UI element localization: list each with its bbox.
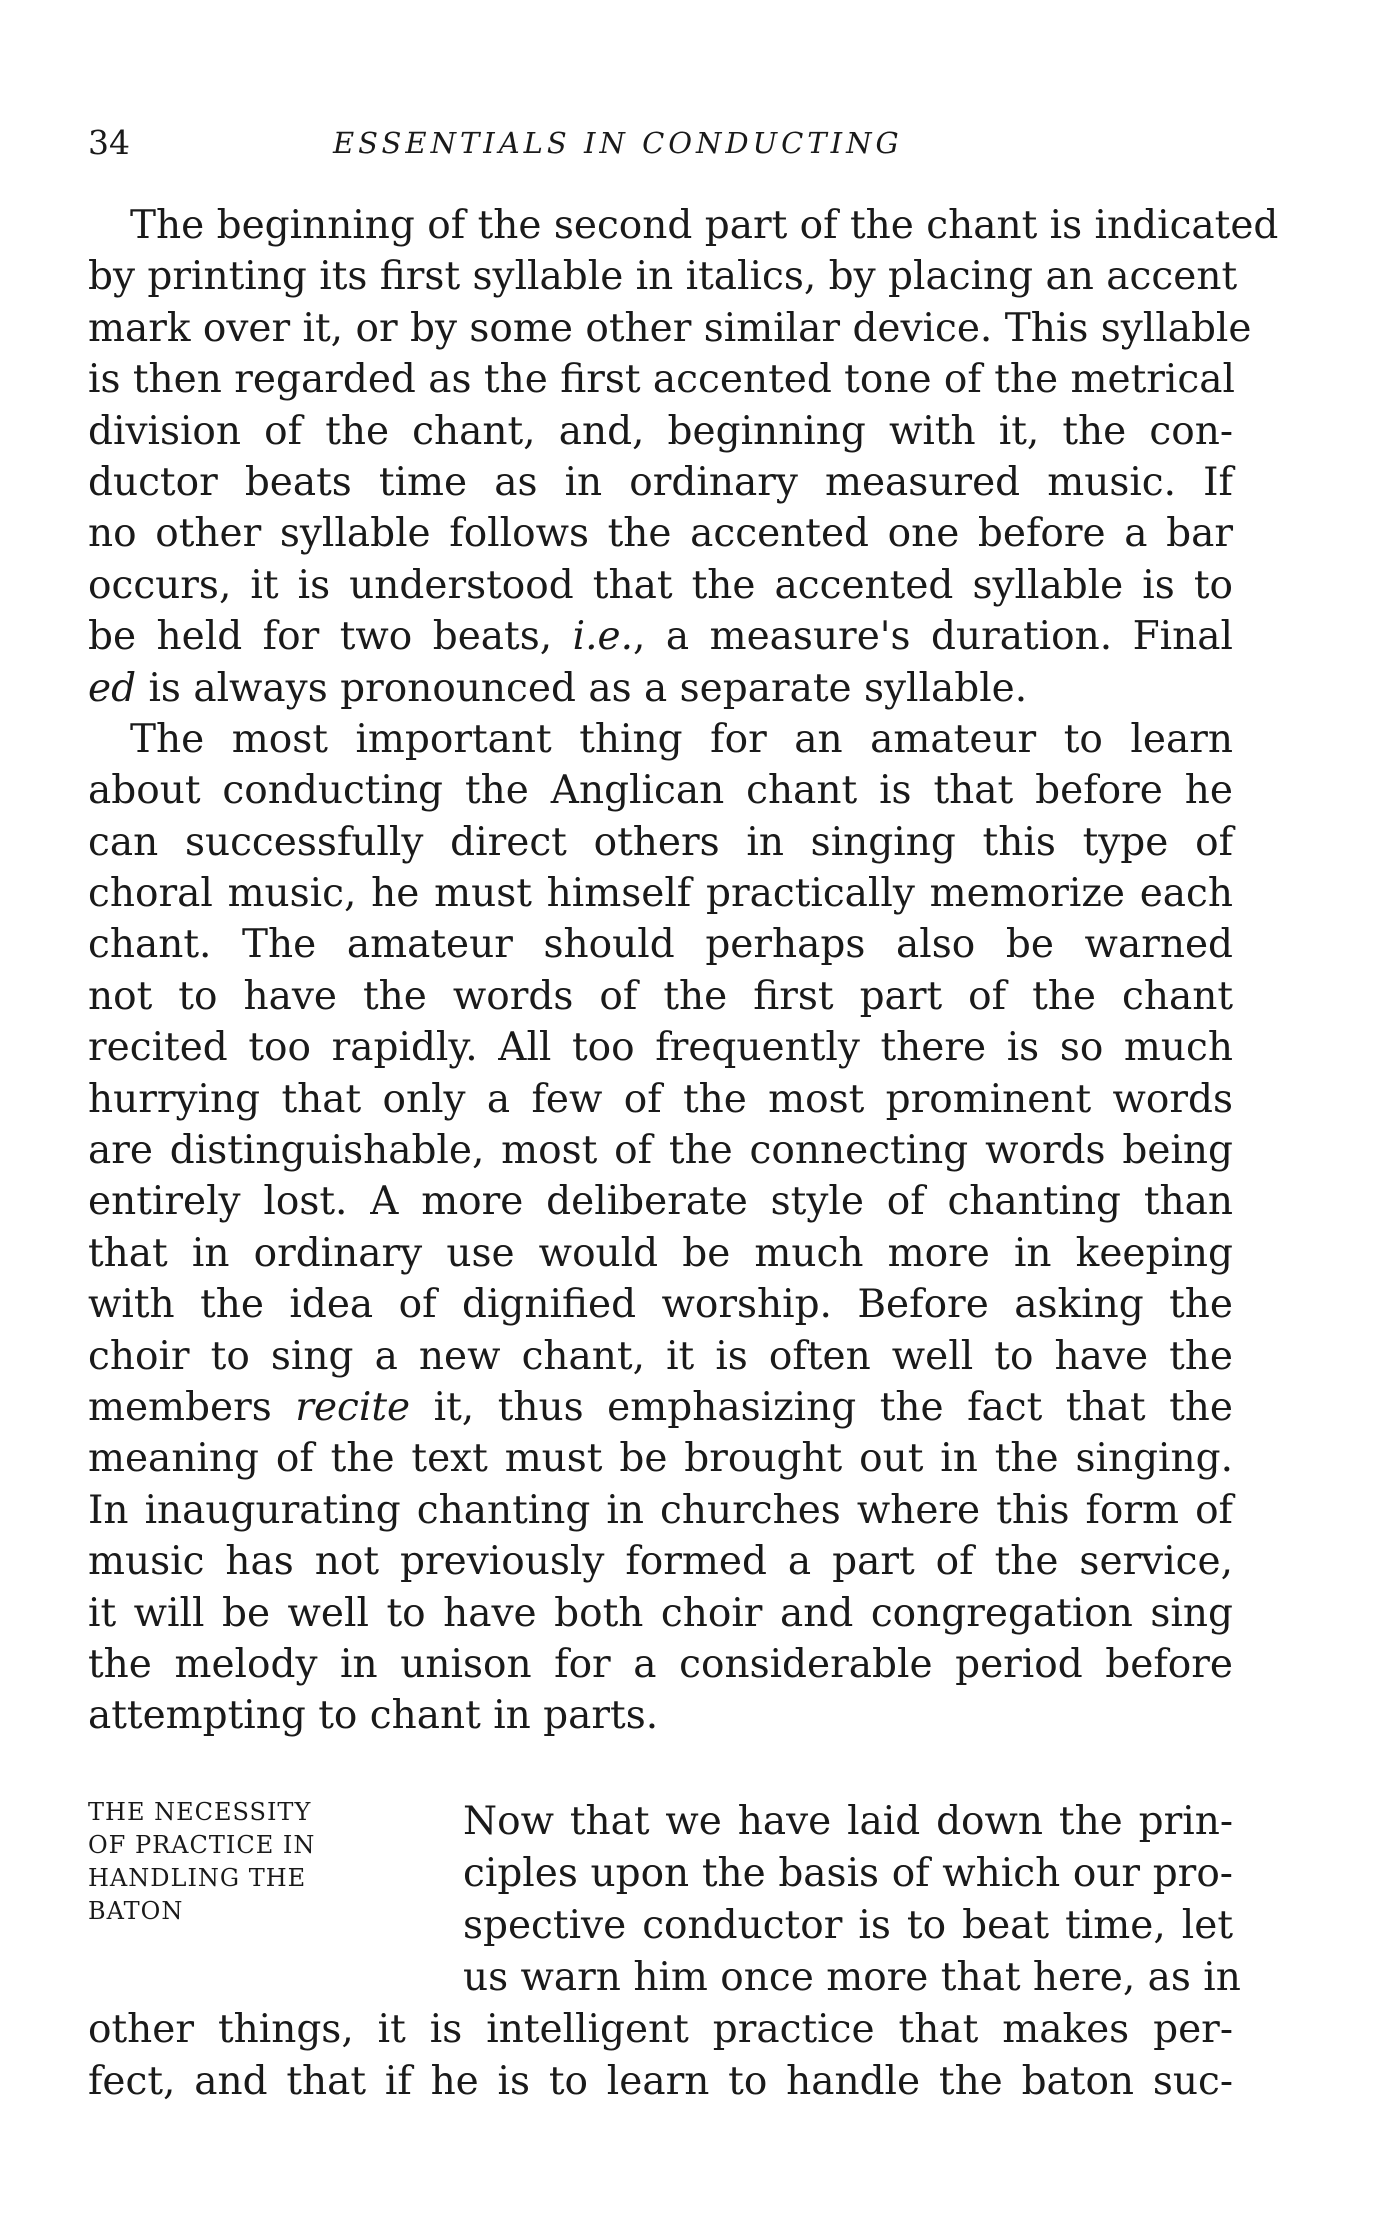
italic-text: i.e. [572,614,633,660]
italic-text: ed [88,665,137,711]
text-line: In inaugurating chanting in churches where this form of [88,1487,1233,1533]
text-line: it will be well to have both choir and congregation sing [88,1590,1233,1636]
text-line: hurrying that only a few of the most prominent words [88,1076,1233,1122]
text-run: be held for two beats, [88,614,553,660]
text-line: division of the chant, and, beginning with it, the con- [88,408,1233,454]
side-note-line: HANDLING THE [88,1864,307,1892]
text-line: entirely lost. A more deliberate style of chanting than [88,1179,1233,1225]
text-line: is then regarded as the first accented tone of the metrical [88,357,1235,403]
text-line: chant. The amateur should perhaps also be warned [88,922,1233,968]
text-run: members [88,1384,272,1430]
text-line: attempting to chant in parts. [88,1693,659,1739]
text-line [88,663,1233,714]
text-line: mark over it, or by some other similar device. This syllable [88,305,1252,351]
text-line: occurs, it is understood that the accented syllable is to [88,562,1233,608]
text-line: us warn him once more that here, as in [463,1955,1241,2000]
text-line [88,611,1233,662]
text-run: it, thus emphasizing the fact that the [410,1384,1233,1430]
text-run: is always pronounced as a separate syllable. [136,665,1028,711]
text-line: The most important thing for an amateur to learn [130,716,1233,762]
text-line: The beginning of the second part of the chant is indicated [130,203,1279,248]
text-line: recited too rapidly. All too frequently there is so much [88,1025,1233,1071]
text-line: choir to sing a new chant, it is often well to have the [88,1333,1233,1379]
page-number: 34 [88,123,130,162]
text-line: choral music, he must himself practically memorize each [88,871,1233,917]
text-line: can successfully direct others in singing this type of [88,819,1233,865]
text-line: are distinguishable, most of the connecting words being [88,1128,1233,1174]
text-line: the melody in unison for a considerable period before [88,1641,1233,1687]
text-line: spective conductor is to beat time, let [463,1903,1233,1948]
text-line: with the idea of dignified worship. Before asking the [88,1282,1233,1328]
side-note-line: OF PRACTICE IN [88,1831,316,1859]
text-line: about conducting the Anglican chant is that before he [88,768,1233,814]
text-line: no other syllable follows the accented one before a bar [88,511,1233,557]
side-note-line: THE NECESSITY [88,1798,312,1826]
running-title: ESSENTIALS IN CONDUCTING [333,126,903,160]
text-line: ductor beats time as in ordinary measured music. If [88,459,1233,505]
text-line: that in ordinary use would be much more in keeping [88,1230,1233,1276]
text-line [88,1382,1233,1433]
body-text [88,200,1279,1742]
italic-text: recite [295,1384,411,1430]
text-line: other things, it is intelligent practice that makes per- [88,2007,1233,2052]
text-line: by printing its first syllable in italics, by placing an accent [88,254,1238,300]
text-line: meaning of the text must be brought out in the singing. [88,1436,1233,1482]
text-line: Now that we have laid down the prin- [463,1799,1233,1844]
side-note-line: BATON [88,1897,184,1925]
text-line: music has not previously formed a part of the service, [88,1539,1233,1585]
text-line: ciples upon the basis of which our pro- [463,1851,1233,1896]
running-head [88,118,1238,168]
text-line: fect, and that if he is to learn to handle the baton suc- [88,2059,1233,2104]
section-paragraph [88,1796,1241,2108]
text-run: , a measure's duration. Final [632,614,1233,660]
text-line: not to have the words of the first part of the chant [88,973,1233,1019]
